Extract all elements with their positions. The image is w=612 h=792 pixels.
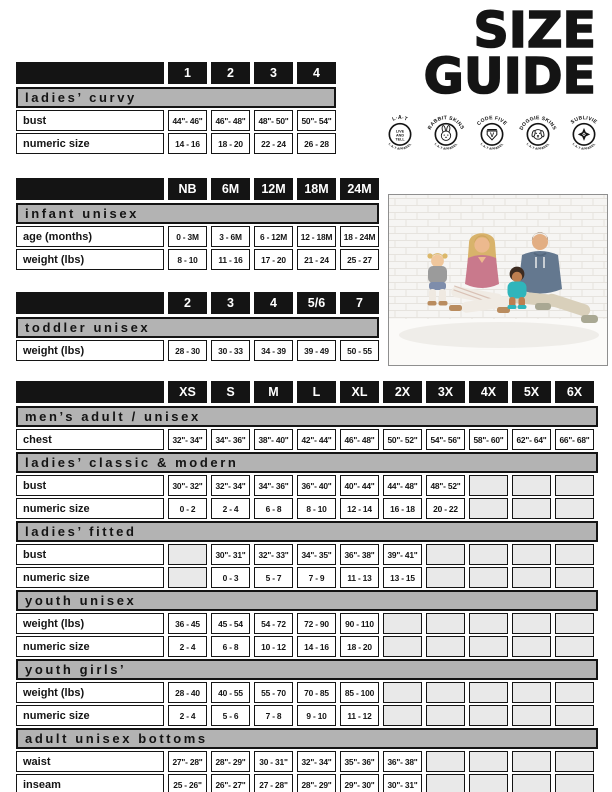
column-header: XS bbox=[168, 381, 207, 403]
value-cell: 32"- 34" bbox=[168, 429, 207, 450]
table-row bbox=[16, 133, 336, 154]
column-header: M bbox=[254, 381, 293, 403]
row-label: waist bbox=[16, 751, 164, 772]
lat-live-and-tell-logo bbox=[378, 106, 422, 160]
value-cell: 6 - 12M bbox=[254, 226, 293, 247]
value-cell: 21 - 24 bbox=[297, 249, 336, 270]
empty-cell bbox=[512, 682, 551, 703]
table-adult-youth-sizes bbox=[16, 381, 598, 792]
value-cell: 90 - 110 bbox=[340, 613, 379, 634]
value-cell: 11 - 13 bbox=[340, 567, 379, 588]
row-label: bust bbox=[16, 110, 164, 131]
section-title: ladies’ curvy bbox=[16, 87, 336, 108]
row-label: weight (lbs) bbox=[16, 613, 164, 634]
empty-cell bbox=[555, 613, 594, 634]
column-header-row bbox=[16, 292, 379, 314]
empty-cell bbox=[168, 544, 207, 565]
table-row bbox=[16, 751, 598, 772]
row-label: weight (lbs) bbox=[16, 340, 164, 361]
doggie-skins-logo bbox=[516, 106, 560, 160]
table-ladies-curvy bbox=[16, 62, 336, 156]
empty-cell bbox=[426, 613, 465, 634]
value-cell: 22 - 24 bbox=[254, 133, 293, 154]
value-cell: 50"- 54" bbox=[297, 110, 336, 131]
value-cell: 55 - 70 bbox=[254, 682, 293, 703]
column-header-spacer bbox=[16, 178, 164, 200]
table-row bbox=[16, 567, 598, 588]
title-line-size: SIZE bbox=[473, 2, 596, 59]
value-cell: 30 - 31" bbox=[254, 751, 293, 772]
value-cell: 14 - 16 bbox=[297, 636, 336, 657]
value-cell: 12 - 18M bbox=[297, 226, 336, 247]
value-cell: 27"- 28" bbox=[168, 751, 207, 772]
table-row bbox=[16, 705, 598, 726]
value-cell: 35"- 36" bbox=[340, 751, 379, 772]
value-cell: 0 - 2 bbox=[168, 498, 207, 519]
empty-cell bbox=[555, 475, 594, 496]
value-cell: 32"- 34" bbox=[297, 751, 336, 772]
value-cell: 34"- 36" bbox=[254, 475, 293, 496]
empty-cell bbox=[383, 705, 422, 726]
table-row bbox=[16, 498, 598, 519]
row-label: bust bbox=[16, 475, 164, 496]
value-cell: 38"- 40" bbox=[254, 429, 293, 450]
value-cell: 2 - 4 bbox=[168, 636, 207, 657]
empty-cell bbox=[469, 475, 508, 496]
empty-cell bbox=[555, 544, 594, 565]
row-label: age (months) bbox=[16, 226, 164, 247]
value-cell: 30"- 31" bbox=[211, 544, 250, 565]
value-cell: 46"- 48" bbox=[340, 429, 379, 450]
value-cell: 36"- 40" bbox=[297, 475, 336, 496]
logo-footer: L·A·T APPAREL bbox=[571, 142, 597, 151]
column-header: 3 bbox=[211, 292, 250, 314]
value-cell: 48"- 52" bbox=[426, 475, 465, 496]
table-row bbox=[16, 774, 598, 792]
table-row bbox=[16, 682, 598, 703]
value-cell: 25 - 27 bbox=[340, 249, 379, 270]
value-cell: 58"- 60" bbox=[469, 429, 508, 450]
row-label: inseam bbox=[16, 774, 164, 792]
empty-cell bbox=[426, 567, 465, 588]
column-header: 4 bbox=[254, 292, 293, 314]
column-header: XL bbox=[340, 381, 379, 403]
value-cell: 2 - 4 bbox=[211, 498, 250, 519]
value-cell: 62"- 64" bbox=[512, 429, 551, 450]
row-label: weight (lbs) bbox=[16, 249, 164, 270]
table-row bbox=[16, 475, 598, 496]
empty-cell bbox=[555, 498, 594, 519]
value-cell: 30"- 32" bbox=[168, 475, 207, 496]
value-cell: 44"- 46" bbox=[168, 110, 207, 131]
column-header: L bbox=[297, 381, 336, 403]
value-cell: 2 - 4 bbox=[168, 705, 207, 726]
row-label: numeric size bbox=[16, 133, 164, 154]
empty-cell bbox=[512, 475, 551, 496]
value-cell: 28 - 40 bbox=[168, 682, 207, 703]
value-cell: 50 - 55 bbox=[340, 340, 379, 361]
value-cell: 18 - 24M bbox=[340, 226, 379, 247]
section-title: ladies’ fitted bbox=[16, 521, 598, 542]
table-row bbox=[16, 110, 336, 131]
svg-text:AND: AND bbox=[395, 133, 405, 138]
column-header: 4X bbox=[469, 381, 508, 403]
logo-footer: L·A·T APPAREL bbox=[387, 142, 413, 151]
table-row bbox=[16, 613, 598, 634]
logo-footer: L·A·T APPAREL bbox=[433, 142, 459, 151]
value-cell: 6 - 8 bbox=[254, 498, 293, 519]
value-cell: 5 - 6 bbox=[211, 705, 250, 726]
value-cell: 36"- 38" bbox=[383, 751, 422, 772]
table-row bbox=[16, 249, 379, 270]
empty-cell bbox=[383, 636, 422, 657]
empty-cell bbox=[555, 636, 594, 657]
empty-cell bbox=[555, 774, 594, 792]
value-cell: 0 - 3 bbox=[211, 567, 250, 588]
empty-cell bbox=[469, 544, 508, 565]
column-header: 5X bbox=[512, 381, 551, 403]
sublivie-logo bbox=[562, 106, 606, 160]
value-cell: 11 - 16 bbox=[211, 249, 250, 270]
column-header: 4 bbox=[297, 62, 336, 84]
value-cell: 34"- 36" bbox=[211, 429, 250, 450]
value-cell: 8 - 10 bbox=[297, 498, 336, 519]
page-title bbox=[423, 2, 596, 106]
empty-cell bbox=[426, 774, 465, 792]
value-cell: 20 - 22 bbox=[426, 498, 465, 519]
column-header: 18M bbox=[297, 178, 336, 200]
section-title: men’s adult / unisex bbox=[16, 406, 598, 427]
empty-cell bbox=[426, 682, 465, 703]
section-title: infant unisex bbox=[16, 203, 379, 224]
value-cell: 25 - 26" bbox=[168, 774, 207, 792]
value-cell: 32"- 33" bbox=[254, 544, 293, 565]
column-header-row bbox=[16, 178, 379, 200]
empty-cell bbox=[168, 567, 207, 588]
column-header-row bbox=[16, 381, 598, 403]
value-cell: 28"- 29" bbox=[297, 774, 336, 792]
value-cell: 7 - 9 bbox=[297, 567, 336, 588]
value-cell: 18 - 20 bbox=[211, 133, 250, 154]
column-header-row bbox=[16, 62, 336, 84]
column-header: 5/6 bbox=[297, 292, 336, 314]
value-cell: 30"- 31" bbox=[383, 774, 422, 792]
value-cell: 12 - 14 bbox=[340, 498, 379, 519]
empty-cell bbox=[383, 613, 422, 634]
value-cell: 46"- 48" bbox=[211, 110, 250, 131]
row-label: bust bbox=[16, 544, 164, 565]
column-header-spacer bbox=[16, 292, 164, 314]
value-cell: 18 - 20 bbox=[340, 636, 379, 657]
value-cell: 26"- 27" bbox=[211, 774, 250, 792]
value-cell: 13 - 15 bbox=[383, 567, 422, 588]
empty-cell bbox=[469, 774, 508, 792]
value-cell: 54"- 56" bbox=[426, 429, 465, 450]
value-cell: 5 - 7 bbox=[254, 567, 293, 588]
section-title: toddler unisex bbox=[16, 317, 379, 338]
value-cell: 39"- 41" bbox=[383, 544, 422, 565]
value-cell: 28"- 29" bbox=[211, 751, 250, 772]
table-row bbox=[16, 636, 598, 657]
column-header-spacer bbox=[16, 62, 164, 84]
value-cell: 32"- 34" bbox=[211, 475, 250, 496]
column-header: S bbox=[211, 381, 250, 403]
section-title: youth unisex bbox=[16, 590, 598, 611]
empty-cell bbox=[469, 613, 508, 634]
empty-cell bbox=[469, 682, 508, 703]
value-cell: 26 - 28 bbox=[297, 133, 336, 154]
section-title: ladies’ classic & modern bbox=[16, 452, 598, 473]
value-cell: 48"- 50" bbox=[254, 110, 293, 131]
svg-text:V: V bbox=[489, 132, 495, 140]
value-cell: 42"- 44" bbox=[297, 429, 336, 450]
section-title: youth girls’ bbox=[16, 659, 598, 680]
table-row bbox=[16, 429, 598, 450]
logo-footer: L·A·T APPAREL bbox=[525, 142, 551, 151]
svg-text:LIVE: LIVE bbox=[395, 129, 405, 134]
code-five-logo bbox=[470, 106, 514, 160]
value-cell: 44"- 48" bbox=[383, 475, 422, 496]
value-cell: 11 - 12 bbox=[340, 705, 379, 726]
empty-cell bbox=[426, 636, 465, 657]
row-label: numeric size bbox=[16, 705, 164, 726]
logo-name-code-five: CODE FIVE bbox=[476, 115, 508, 127]
column-header: 6X bbox=[555, 381, 594, 403]
value-cell: 8 - 10 bbox=[168, 249, 207, 270]
column-header: 7 bbox=[340, 292, 379, 314]
value-cell: 28 - 30 bbox=[168, 340, 207, 361]
value-cell: 16 - 18 bbox=[383, 498, 422, 519]
column-header: 2 bbox=[168, 292, 207, 314]
table-infant-unisex bbox=[16, 178, 379, 272]
value-cell: 34"- 35" bbox=[297, 544, 336, 565]
rabbit-skins-logo bbox=[424, 106, 468, 160]
live-and-tell-text bbox=[395, 129, 405, 141]
svg-text:L·A·T bbox=[392, 115, 410, 123]
value-cell: 9 - 10 bbox=[297, 705, 336, 726]
value-cell: 50"- 52" bbox=[383, 429, 422, 450]
logo-name-rabbit-skins: RABBIT SKINS bbox=[426, 115, 466, 131]
empty-cell bbox=[555, 567, 594, 588]
section-title: adult unisex bottoms bbox=[16, 728, 598, 749]
row-label: chest bbox=[16, 429, 164, 450]
value-cell: 3 - 6M bbox=[211, 226, 250, 247]
value-cell: 40 - 55 bbox=[211, 682, 250, 703]
column-header: 1 bbox=[168, 62, 207, 84]
value-cell: 29"- 30" bbox=[340, 774, 379, 792]
empty-cell bbox=[512, 774, 551, 792]
value-cell: 72 - 90 bbox=[297, 613, 336, 634]
brand-logos bbox=[378, 106, 606, 160]
empty-cell bbox=[555, 751, 594, 772]
value-cell: 30 - 33 bbox=[211, 340, 250, 361]
column-header: 3 bbox=[254, 62, 293, 84]
value-cell: 0 - 3M bbox=[168, 226, 207, 247]
row-label: weight (lbs) bbox=[16, 682, 164, 703]
family-photo bbox=[388, 194, 608, 366]
empty-cell bbox=[469, 751, 508, 772]
table-toddler-unisex bbox=[16, 292, 379, 363]
logo-name-lat: L·A·T bbox=[391, 115, 409, 123]
empty-cell bbox=[469, 567, 508, 588]
column-header: 6M bbox=[211, 178, 250, 200]
empty-cell bbox=[512, 636, 551, 657]
value-cell: 36"- 38" bbox=[340, 544, 379, 565]
column-header: 2 bbox=[211, 62, 250, 84]
column-header: 3X bbox=[426, 381, 465, 403]
value-cell: 6 - 8 bbox=[211, 636, 250, 657]
value-cell: 10 - 12 bbox=[254, 636, 293, 657]
empty-cell bbox=[512, 705, 551, 726]
logo-name-sublivie: SUBLIVIE bbox=[569, 115, 599, 126]
column-header: NB bbox=[168, 178, 207, 200]
value-cell: 66"- 68" bbox=[555, 429, 594, 450]
empty-cell bbox=[512, 498, 551, 519]
table-row bbox=[16, 544, 598, 565]
empty-cell bbox=[426, 751, 465, 772]
logo-name-doggie-skins: DOGGIE SKINS bbox=[518, 115, 558, 132]
value-cell: 27 - 28" bbox=[254, 774, 293, 792]
value-cell: 14 - 16 bbox=[168, 133, 207, 154]
row-label: numeric size bbox=[16, 567, 164, 588]
empty-cell bbox=[469, 636, 508, 657]
value-cell: 17 - 20 bbox=[254, 249, 293, 270]
empty-cell bbox=[555, 682, 594, 703]
empty-cell bbox=[469, 705, 508, 726]
floor-shadow bbox=[399, 322, 599, 348]
row-label: numeric size bbox=[16, 498, 164, 519]
empty-cell bbox=[383, 682, 422, 703]
title-line-guide: GUIDE bbox=[423, 48, 596, 106]
column-header: 12M bbox=[254, 178, 293, 200]
column-header: 2X bbox=[383, 381, 422, 403]
row-label: numeric size bbox=[16, 636, 164, 657]
column-header-spacer bbox=[16, 381, 164, 403]
empty-cell bbox=[426, 544, 465, 565]
value-cell: 40"- 44" bbox=[340, 475, 379, 496]
empty-cell bbox=[512, 751, 551, 772]
column-header: 24M bbox=[340, 178, 379, 200]
value-cell: 45 - 54 bbox=[211, 613, 250, 634]
value-cell: 54 - 72 bbox=[254, 613, 293, 634]
value-cell: 39 - 49 bbox=[297, 340, 336, 361]
logo-footer: L·A·T APPAREL bbox=[479, 142, 505, 151]
empty-cell bbox=[555, 705, 594, 726]
value-cell: 36 - 45 bbox=[168, 613, 207, 634]
value-cell: 7 - 8 bbox=[254, 705, 293, 726]
empty-cell bbox=[512, 613, 551, 634]
value-cell: 85 - 100 bbox=[340, 682, 379, 703]
empty-cell bbox=[426, 705, 465, 726]
table-row bbox=[16, 340, 379, 361]
empty-cell bbox=[512, 544, 551, 565]
empty-cell bbox=[469, 498, 508, 519]
table-row bbox=[16, 226, 379, 247]
svg-text:TELL: TELL bbox=[395, 137, 405, 142]
empty-cell bbox=[512, 567, 551, 588]
value-cell: 70 - 85 bbox=[297, 682, 336, 703]
value-cell: 34 - 39 bbox=[254, 340, 293, 361]
